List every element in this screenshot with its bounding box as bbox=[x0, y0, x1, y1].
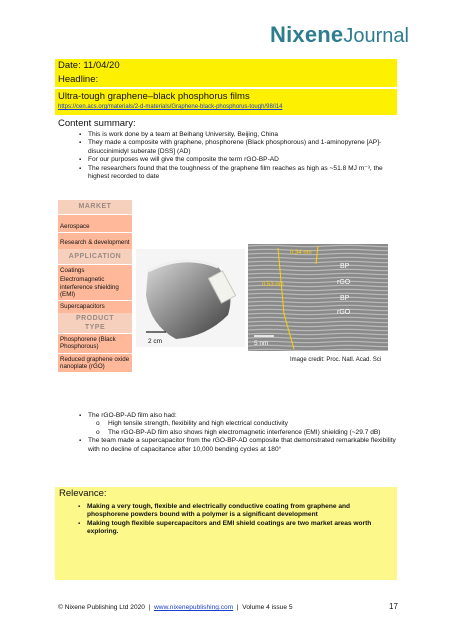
headline-title: Ultra-tough graphene–black phosphorus films bbox=[58, 91, 250, 102]
label-rgo-bottom: rGO bbox=[337, 309, 351, 316]
scale-label-right: 5 nm bbox=[254, 340, 269, 347]
curved-film-image bbox=[136, 249, 245, 347]
micrograph-image bbox=[248, 244, 388, 351]
headline-url-link[interactable]: https://cen.acs.org/materials/2-d-materials/Graphene-black-phosphorus-tough/98/i14 bbox=[58, 104, 283, 110]
label-bp-top: BP bbox=[340, 263, 350, 270]
detail-bullet: ▪ The rGO-BP-AD film also had: bbox=[78, 412, 400, 420]
film-photo bbox=[136, 249, 245, 347]
summary-bullet: ▪ The researchers found that the toughness of the graphene film reaches as high as ~51.8 MJ m⁻³, the highest recorded to date bbox=[78, 165, 400, 182]
label-bp-bottom: BP bbox=[340, 295, 350, 302]
summary-bullet: ▪ They made a composite with graphene, phosphorene (Black phosphorous) and 1-aminopyrene [AP]-disuccinimidyl suberate [DSS] (AD) bbox=[78, 139, 400, 156]
label-034nm: 0.34 nm bbox=[290, 250, 312, 256]
product-type-header: PRODUCT TYPE bbox=[58, 313, 132, 333]
footer-separator: | bbox=[236, 604, 239, 611]
product-item: Reduced graphene oxide nanoplate (rGO) bbox=[58, 353, 132, 373]
summary-bullet: ▪ For our purposes we will give the composite the term rGO-BP-AD bbox=[78, 156, 400, 164]
footer-volume: Volume 4 issue 5 bbox=[242, 604, 293, 611]
application-item: Supercapacitors bbox=[58, 300, 132, 312]
footer-copyright: © Nixene Publishing Ltd 2020 bbox=[58, 604, 145, 611]
logo-nixene: Nixene bbox=[270, 22, 344, 47]
content-summary-label: Content summary: bbox=[58, 118, 136, 129]
headline-label: Headline: bbox=[55, 73, 397, 87]
label-053nm: 0.53 nm bbox=[262, 282, 284, 288]
date: Date: 11/04/20 bbox=[55, 59, 397, 73]
footer-website-link[interactable]: www.nixenepublishing.com bbox=[154, 604, 234, 611]
relevance-list bbox=[77, 503, 389, 537]
summary-list bbox=[78, 131, 400, 181]
relevance-label: Relevance: bbox=[59, 488, 107, 499]
details-list bbox=[78, 412, 400, 454]
application-item: Coatings bbox=[58, 264, 132, 276]
relevance-bullet: ▪ Making tough flexible supercapacitors and EMI shield coatings are two market areas worth exploring. bbox=[77, 520, 389, 537]
summary-bullet: ▪ This is work done by a team at Beihang University, Beijing, China bbox=[78, 131, 400, 139]
logo-journal: Journal bbox=[343, 25, 409, 47]
application-item: Electromagnetic interference shielding (EMI) bbox=[58, 276, 132, 300]
image-credit: Image credit: Proc. Natl. Acad. Sci bbox=[290, 357, 382, 363]
market-item: Aerospace bbox=[58, 214, 132, 232]
detail-sub-bullet: o High tensile strength, flexibility and high electrical conductivity bbox=[78, 420, 400, 428]
journal-logo bbox=[270, 22, 409, 48]
label-rgo-top: rGO bbox=[337, 279, 351, 286]
relevance-bullet: ▪ Making a very tough, flexible and electrically conductive coating from graphene and phosphorene powders bound with a polymer is a significant development bbox=[77, 503, 389, 520]
market-item: Research & development bbox=[58, 232, 132, 248]
page-footer bbox=[58, 604, 408, 611]
detail-bullet: ▪ The team made a supercapacitor from the rGO-BP-AD composite that demonstrated remarkable flexibility with no decline of capacitance after 10,000 bending cycles at 180° bbox=[78, 437, 400, 454]
classification-sidebar bbox=[58, 200, 132, 372]
headline-box bbox=[55, 89, 397, 115]
relevance-box bbox=[55, 487, 397, 580]
footer-separator: | bbox=[148, 604, 151, 611]
page-number: 17 bbox=[389, 602, 398, 611]
product-item: Phosphorene (Black Phosphorous) bbox=[58, 333, 132, 353]
market-header: MARKET bbox=[58, 200, 132, 214]
tem-micrograph bbox=[248, 244, 388, 351]
scale-label-left: 2 cm bbox=[148, 338, 163, 345]
application-header: APPLICATION bbox=[58, 249, 132, 264]
detail-sub-bullet: o The rGO-BP-AD film also shows high electromagnetic interference (EMI) shielding (~29.7 dB) bbox=[78, 429, 400, 437]
